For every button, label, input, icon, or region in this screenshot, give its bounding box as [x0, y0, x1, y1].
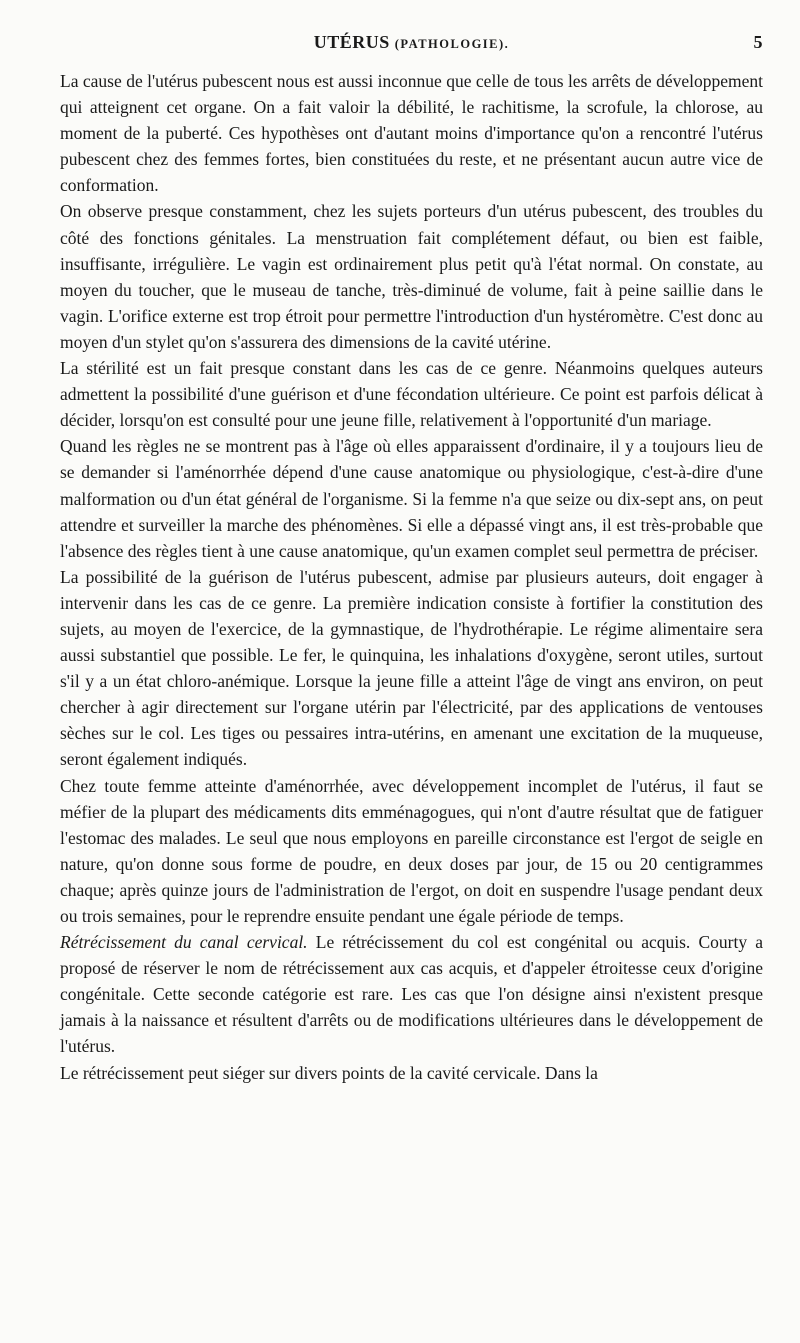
paragraph: Le rétrécissement peut siéger sur divers points de la cavité cervicale. Dans la — [60, 1062, 598, 1083]
section-text: Le rétrécissement du col est congénital ou acquis. Courty a proposé de réserver le nom de rétrécissement aux cas acquis, et d'appeler étroitesse ceux d'origine congénitale. Cette seconde catégorie est rare. Les cas que l'on désigne ainsi n'existent presque jamais à la naissance et résultent d'arrêts ou de modifications ultérieures dans le développement de l'utérus. — [60, 932, 764, 1057]
page-number: 5 — [753, 32, 763, 52]
paragraph: La possibilité de la guérison de l'utérus pubescent, admise par plusieurs auteurs, doit engager à intervenir dans les cas de ce genre. La première indication consiste à fortifier la constitution des sujets, au moyen de l'exercice, de la gymnastique, de l'hydrothérapie. Le régime alimentaire sera aussi substantiel que possible. Le fer, le quinquina, les inhalations d'oxygène, seront utiles, surtout s'il y a un état chloro-anémique. Lorsque la jeune fille a atteint l'âge de vingt ans environ, on peut chercher à agir directement sur l'organe utérin par l'électricité, par des applications de ventouses sèches sur le col. Les tiges ou pessaires intra-utérins, en amenant une excitation de la muqueuse, seront également indiqués. — [60, 566, 763, 770]
body-text — [60, 68, 763, 1086]
running-head-subtitle: (PATHOLOGIE). — [394, 37, 510, 51]
running-head-main: UTÉRUS — [313, 32, 390, 52]
paragraph: La stérilité est un fait presque constant dans les cas de ce genre. Néanmoins quelques auteurs admettent la possibilité d'une guérison et d'une fécondation ultérieure. Ce point est parfois délicat à décider, lorsqu'on est consulté pour une jeune fille, relativement à l'opportunité d'un mariage. — [60, 358, 763, 431]
paragraph: Chez toute femme atteinte d'aménorrhée, avec développement incomplet de l'utérus, il faut se méfier de la plupart des médicaments dits emménagogues, qui n'ont d'autre résultat que de fatiguer l'estomac des malades. Le seul que nous employons en pareille circonstance est l'ergot de seigle en nature, qu'on donne sous forme de poudre, en deux doses par jour, de 15 ou 20 centigrammes chaque; après quinze jours de l'administration de l'ergot, on doit en suspendre l'usage pendant deux ou trois semaines, pour le reprendre ensuite pendant une égale période de temps. — [60, 775, 763, 926]
running-head-title — [314, 32, 510, 53]
running-head — [60, 32, 763, 60]
section-heading: Rétrécissement du canal cervical. — [60, 932, 308, 953]
paragraph: La cause de l'utérus pubescent nous est aussi inconnue que celle de tous les arrêts de développement qui atteignent cet organe. On a fait valoir la débilité, le rachitisme, la scrofule, la chlorose, au moment de la puberté. Ces hypothèses ont d'autant moins d'importance qu'on a rencontré l'utérus pubescent chez des femmes fortes, bien constituées du reste, et ne présentant aucun autre vice de conformation. — [60, 71, 763, 196]
paragraph: Quand les règles ne se montrent pas à l'âge où elles apparaissent d'ordinaire, il y a toujours lieu de se demander si l'aménorrhée dépend d'une cause anatomique ou physiologique, c'est-à-dire d'une malformation ou d'un état général de l'organisme. Si la femme n'a que seize ou dix-sept ans, on peut attendre et surveiller la marche des phénomènes. Si elle a dépassé vingt ans, il est très-probable que l'absence des règles tient à une cause anatomique, qu'un examen complet seul permettra de préciser. — [60, 436, 763, 561]
paragraph: On observe presque constamment, chez les sujets porteurs d'un utérus pubescent, des troubles du côté des fonctions génitales. La menstruation fait complétement défaut, ou bien est faible, insuffisante, irrégulière. Le vagin est ordinairement plus petit qu'à l'état normal. On constate, au moyen du toucher, que le museau de tanche, très-diminué de volume, fait à peine saillie dans le vagin. L'orifice externe est trop étroit pour permettre l'introduction d'un hystéromètre. C'est donc au moyen d'un stylet qu'on s'assurera des dimensions de la cavité utérine. — [60, 201, 763, 352]
section-paragraph — [60, 929, 763, 1059]
